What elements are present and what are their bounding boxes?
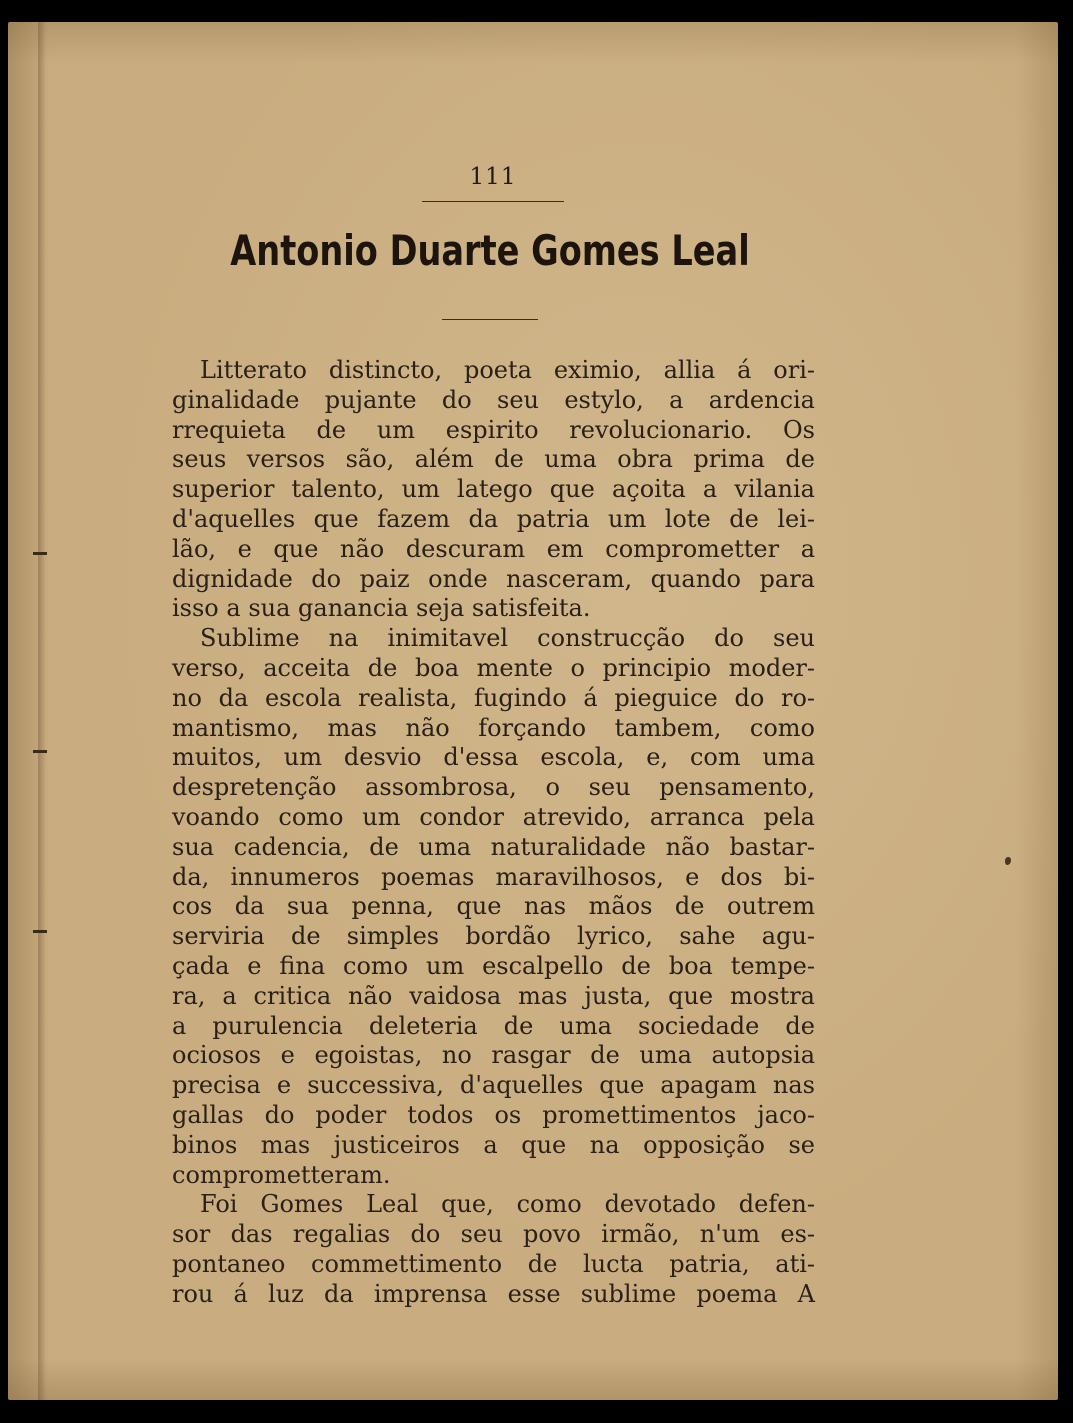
text-line: seus versos são, além de uma obra prima de bbox=[172, 445, 815, 474]
text-line: no da escola realista, fugindo á pieguice do ro- bbox=[172, 683, 815, 712]
title-rule bbox=[442, 319, 538, 320]
text-line: a purulencia deleteria de uma sociedade de bbox=[172, 1011, 815, 1040]
text-line: comprometteram. bbox=[172, 1160, 391, 1189]
text-line: gallas do poder todos os promettimentos jaco- bbox=[172, 1100, 815, 1129]
text-line: pontaneo commettimento de lucta patria, ati- bbox=[172, 1249, 815, 1278]
text-line: voando como um condor atrevido, arranca pela bbox=[172, 802, 815, 831]
text-line: binos mas justiceiros a que na opposição se bbox=[172, 1130, 815, 1159]
text-line: ra, a critica não vaidosa mas justa, que mostra bbox=[172, 981, 815, 1010]
text-line: Foi Gomes Leal que, como devotado defen- bbox=[200, 1190, 815, 1219]
text-line: lão, e que não descuram em comprometter a bbox=[172, 534, 815, 563]
binding-thread-mark bbox=[33, 930, 47, 933]
text-line: rrequieta de um espirito revolucionario. Os bbox=[172, 415, 815, 444]
page-number: 111 bbox=[469, 164, 517, 190]
text-line: dignidade do paiz onde nasceram, quando para bbox=[172, 564, 815, 593]
text-line: rou á luz da imprensa esse sublime poema A bbox=[172, 1279, 815, 1308]
text-line: Sublime na inimitavel construcção do seu bbox=[200, 624, 815, 653]
text-line: sua cadencia, de uma naturalidade não bastar- bbox=[172, 832, 815, 861]
text-line: da, innumeros poemas maravilhosos, e dos bi- bbox=[172, 862, 815, 891]
binding-thread-mark bbox=[33, 750, 47, 753]
text-line: sor das regalias do seu povo irmão, n'um es- bbox=[172, 1220, 815, 1249]
body-text bbox=[172, 356, 815, 1310]
text-line: superior talento, um latego que açoita a vilania bbox=[172, 475, 815, 504]
text-line: verso, acceita de boa mente o principio moder- bbox=[172, 653, 815, 682]
text-line: ociosos e egoistas, no rasgar de uma autopsia bbox=[172, 1041, 815, 1070]
text-line: cos da sua penna, que nas mãos de outrem bbox=[172, 892, 815, 921]
text-line: precisa e successiva, d'aquelles que apagam nas bbox=[172, 1071, 815, 1100]
text-line: ginalidade pujante do seu estylo, a ardencia bbox=[172, 385, 815, 414]
binding-thread-mark bbox=[33, 552, 47, 555]
text-line: çada e fina como um escalpello de boa tempe- bbox=[172, 951, 815, 980]
text-line: serviria de simples bordão lyrico, sahe agu- bbox=[172, 922, 815, 951]
text-line: mantismo, mas não forçando tambem, como bbox=[172, 713, 815, 742]
header-rule bbox=[422, 201, 564, 202]
text-line: muitos, um desvio d'essa escola, e, com uma bbox=[172, 743, 815, 772]
text-line: isso a sua ganancia seja satisfeita. bbox=[172, 594, 591, 623]
text-line: despretenção assombrosa, o seu pensamento, bbox=[172, 773, 815, 802]
chapter-title: Antonio Duarte Gomes Leal bbox=[230, 226, 750, 275]
page-binding-shadow bbox=[38, 22, 46, 1400]
text-line: d'aquelles que fazem da patria um lote de lei- bbox=[172, 504, 815, 533]
text-line: Litterato distincto, poeta eximio, allia á ori- bbox=[200, 356, 815, 384]
